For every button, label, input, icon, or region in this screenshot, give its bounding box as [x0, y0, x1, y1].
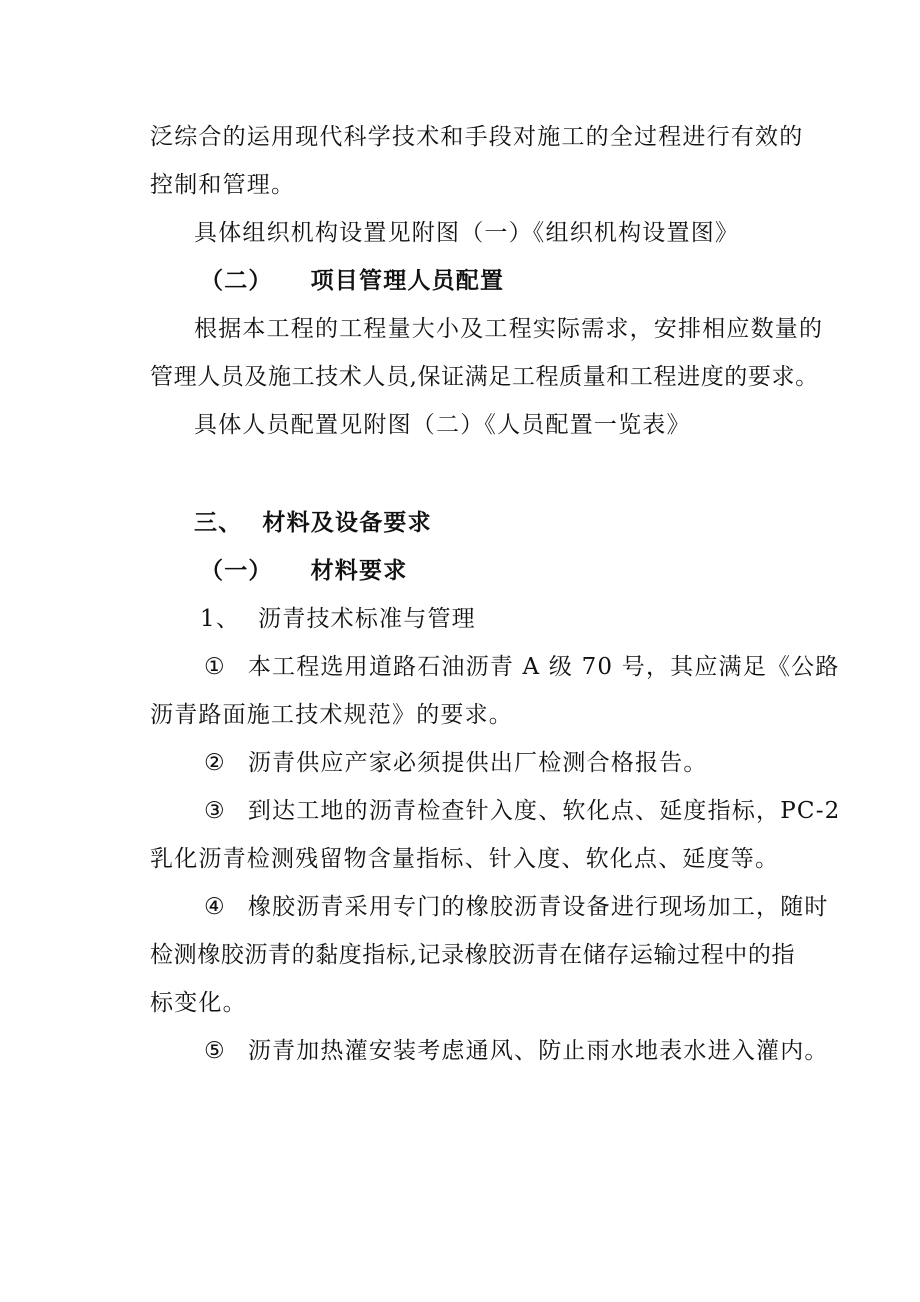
item-1-heading [200, 604, 476, 634]
intro-line-2: 控制和管理。 [150, 172, 296, 198]
point-4-line-2: 检测橡胶沥青的黏度指标,记录橡胶沥青在储存运输过程中的指 [150, 942, 796, 968]
point-4-text: 橡胶沥青采用专门的橡胶沥青设备进行现场加工，随时 [247, 894, 829, 920]
point-2-mark: ② [204, 750, 226, 776]
section-2-2-number: （二） [200, 267, 273, 294]
section-3-1-heading [200, 556, 407, 586]
section-3-title: 材料及设备要求 [262, 509, 432, 536]
point-2-text: 沥青供应产家必须提供出厂检测合格报告。 [247, 750, 708, 776]
section-3-1-title: 材料要求 [310, 557, 408, 584]
point-1-line-1 [204, 652, 840, 682]
point-1-line-2: 沥青路面施工技术规范》的要求。 [150, 702, 513, 728]
point-2-line-1 [204, 748, 708, 778]
point-1-text: 本工程选用道路石油沥青 A 级 70 号，其应满足《公路 [247, 654, 840, 680]
org-chart-reference: 具体组织机构设置见附图（一）《组织机构设置图》 [194, 220, 740, 246]
section-2-2-heading [200, 266, 504, 296]
point-4-line-3: 标变化。 [150, 990, 247, 1016]
point-3-text: 到达工地的沥青检查针入度、软化点、延度指标，PC-2 [247, 798, 841, 824]
point-5-text: 沥青加热灌安装考虑通风、防止雨水地表水进入灌内。 [247, 1038, 829, 1064]
section-3-heading [194, 508, 432, 538]
item-1-title: 沥青技术标准与管理 [258, 606, 476, 632]
point-5-line-1 [204, 1036, 829, 1066]
staff-config-reference: 具体人员配置见附图（二）《人员配置一览表》 [194, 412, 691, 438]
point-3-mark: ③ [204, 798, 226, 824]
section-2-2-body-line-1: 根据本工程的工程量大小及工程实际需求，安排相应数量的 [194, 316, 824, 342]
section-3-number: 三、 [194, 509, 243, 536]
point-3-line-2: 乳化沥青检测残留物含量指标、针入度、软化点、延度等。 [150, 846, 780, 872]
section-2-2-body-line-2: 管理人员及施工技术人员,保证满足工程质量和工程进度的要求。 [150, 364, 819, 390]
point-4-mark: ④ [204, 894, 226, 920]
intro-line-1: 泛综合的运用现代科学技术和手段对施工的全过程进行有效的 [150, 124, 804, 150]
item-1-number: 1、 [200, 606, 241, 632]
point-4-line-1 [204, 892, 829, 922]
point-1-mark: ① [204, 654, 226, 680]
section-3-1-number: （一） [200, 557, 273, 584]
point-3-line-1 [204, 796, 841, 826]
point-5-mark: ⑤ [204, 1038, 226, 1064]
section-2-2-title: 项目管理人员配置 [310, 267, 505, 294]
